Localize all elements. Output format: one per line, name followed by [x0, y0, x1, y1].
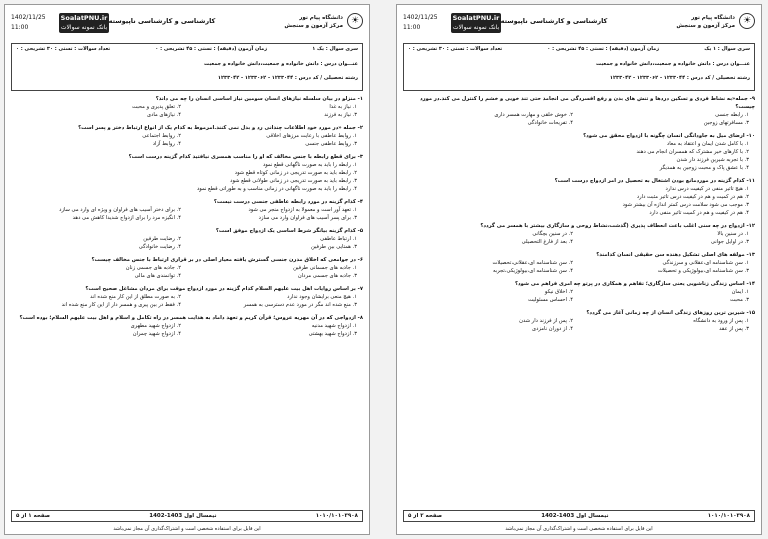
answer-option[interactable]: ۱. جاذبه های جسمانی طرفین [293, 265, 357, 271]
question-text: ۶- در جوامعی که اخلاق مدرن جنسی گسترش یافته معیار اصلی در بر قراری ارتباط با جنس مخالف چیست؟ [91, 257, 363, 263]
question-text: ۱۴- اساس زندگی زناشویی یعنی سازگاری؛ تفاهم و همکاری در پرتو چه امری فراهم می شود؟ [515, 281, 755, 287]
exam-datetime: 1402/11/25 11:00 [403, 14, 438, 31]
answer-option[interactable]: ۲. تعلق پذیری و محبت [132, 104, 181, 110]
answer-option[interactable]: ۲. رضایت طرفین [143, 236, 181, 242]
answer-options [403, 230, 755, 246]
answer-option[interactable]: ۲. پس از فرزند دار شدن [519, 318, 573, 324]
answer-option[interactable]: ۱. هیچ منعی برایشان وجود ندارد [287, 294, 357, 300]
question-item [11, 153, 363, 193]
answer-option[interactable]: ۳. منع شده اند مگر در مورد عدم دسترسی به همسر [243, 302, 357, 308]
answer-option[interactable]: ۲. سن شناسنامه ای،عقلانی،تحصیلات [492, 260, 573, 266]
answer-options [403, 140, 755, 172]
answer-options [11, 103, 363, 119]
answer-options [11, 293, 363, 309]
exam-datetime: 1402/11/25 11:00 [11, 14, 46, 31]
page-footer [11, 510, 363, 522]
answer-option[interactable]: ۲. ازدواج شهید مطهری [130, 323, 181, 329]
question-text: ۱۰- ارضای میل به جاودانگی انسان چگونه با ازدواج محقق می شود؟ [583, 133, 755, 139]
answer-option[interactable]: ۴. سن شناسنامه ای،بیولوژیکی،تجربه [492, 268, 573, 274]
answer-option[interactable]: ۳. همتایی بین طرفین [311, 244, 357, 250]
answer-option[interactable]: ۲. در سنین بچگانی [532, 231, 573, 237]
answer-option[interactable]: ۴. ازدواج شهید چمران [132, 331, 181, 337]
exam-info-box [403, 43, 755, 91]
question-item [403, 132, 755, 172]
question-item [403, 95, 755, 127]
question-text: ۷- بر اساس روایات اهل بیت علیهم السلام کدام گزینه در مورد ازدواج موقت برای مردان مشاغل صحیح است؟ [85, 286, 363, 292]
answer-option[interactable]: ۱. پس از ورود به دانشگاه [693, 318, 749, 324]
answer-option[interactable]: ۳. موجب می شود سلامت درس کمتر اندازه آن بیشتر شود [622, 202, 749, 208]
course-title: عنـــوان درس : دانش خانواده و جمعیت،دانش خانواده و جمعیت [596, 61, 750, 67]
answer-option[interactable]: ۴. از دوران نامزدی [532, 326, 573, 332]
answer-option[interactable]: ۱. تعهد آور است و معمولا به ازدواج منجر می شود [248, 207, 357, 213]
exam-code: ۱۰۱۰/۱۰۱۰۳۹۰۸ [707, 513, 750, 519]
answer-option[interactable]: ۳. سن شناسنامه ای،بیولوژیکی و تحصیلات [657, 268, 749, 274]
university-logo-icon: ☀ [347, 13, 363, 29]
answer-option[interactable]: ۳. برای پسر آسیب های فراوان وارد می سازد [258, 215, 357, 221]
course-title: عنـــوان درس : دانش خانواده و جمعیت،دانش خانواده و جمعیت [204, 61, 358, 67]
exam-title: کارشناسی و کارشناسی ناپیوسته [108, 17, 216, 25]
answer-options [403, 111, 755, 127]
answer-option[interactable]: ۲. روابط اجتماعی [142, 133, 181, 139]
question-count: تعداد سوالات : تستی : ۳۰ تشریحی : ۰ [16, 46, 111, 52]
answer-option[interactable]: ۳. نیاز به فرزند [324, 112, 357, 118]
answer-option[interactable]: ۲. رابطه باید به صورت تدریجی در زمانی کوتاه قطع شود [234, 170, 357, 176]
question-text: ۱۱- کدام گزینه در موردمانع بودن اشتغال به تحصیل در امر ازدواج درست است؟ [554, 178, 755, 184]
answer-option[interactable]: ۳. در اوایل جوانی [710, 239, 749, 245]
exam-duration: زمان آزمون (دقیقه) : تستی : ۴۵ تشریحی : ۰ [547, 46, 660, 52]
answer-option[interactable]: ۱. نیاز به غذا [329, 104, 357, 110]
question-item [11, 95, 363, 119]
answer-options [403, 259, 755, 275]
answer-options [11, 264, 363, 280]
question-item [11, 285, 363, 309]
question-item [403, 251, 755, 275]
answer-options [11, 161, 363, 193]
answer-options [11, 322, 363, 338]
answer-options [11, 206, 363, 222]
semester-label: نیمسال اول 1403-1402 [541, 513, 609, 519]
answer-option[interactable]: ۱. رابطه جنسی [715, 112, 749, 118]
page-footer [403, 510, 755, 522]
answer-option[interactable]: ۴. روابط آزاد [152, 141, 181, 147]
answer-option[interactable]: ۳. ازدواج شهید بهشتی [308, 331, 357, 337]
answer-options [403, 185, 755, 217]
answer-option[interactable]: ۲. جاذبه های جسمی زنان [125, 265, 181, 271]
answer-option[interactable]: ۲. به صورت مطلق از این کار منع شده اند [90, 294, 181, 300]
answer-option[interactable]: ۴. رابطه را باید به صورت ناگهانی در زمانی مناسب و به طوراتی قطع نمود [196, 186, 357, 192]
question-item [403, 280, 755, 304]
answer-option[interactable]: ۱. رابطه را باید به صورت ناگهانی قطع نمود [262, 162, 357, 168]
answer-option[interactable]: ۴. هم در کیفیت و هم در کمیت تاثیر منفی دارد [649, 210, 749, 216]
answer-option[interactable]: ۲. برای دختر آسیب های فراوان و ویژه ای وارد می سازد [59, 207, 181, 213]
question-item [11, 198, 363, 222]
answer-options [11, 235, 363, 251]
answer-option[interactable]: ۳. مسافرتهای زوجین [703, 120, 749, 126]
answer-option[interactable]: ۱. روابط عاطفی با رعایت مرزهای اخلاقی [266, 133, 357, 139]
answer-option[interactable]: ۲. با کارهای خیر مشترک که همسران انجام می دهند [636, 149, 749, 155]
answer-option[interactable]: ۴. فقط در بین پیری و همسر دار از این کار منع شده اند [61, 302, 181, 308]
question-text: ۹- جمله«به نشاط فردی و تسکین دردها و تنش های بدن و رفع افسردگی می انجامد حتی تند خویی و خشم را کنترل می کند.در مورد چیست؟ [420, 96, 755, 110]
answer-option[interactable]: ۴. تفریحات خانوادگی [527, 120, 573, 126]
question-text: ۱۲- ازدواج در چه سنی اغلب باعث انعطاف پذیری (گذشت،نشاط روحی و سازگاری بیشتر با همسر می گردد؟ [480, 223, 755, 229]
question-item [403, 309, 755, 333]
question-text: ۱۳- مولفه های اصلی تشکیل دهنده سن حقیقی انسان کدامند؟ [596, 252, 755, 258]
answer-option[interactable]: ۱. ارتباط عاطفی [320, 236, 357, 242]
page-number: صفحه ۱ از ۵ [16, 513, 51, 519]
exam-duration: زمان آزمون (دقیقه) : تستی : ۴۵ تشریحی : ۰ [155, 46, 268, 52]
page-number: صفحه ۲ از ۵ [408, 513, 443, 519]
answer-option[interactable]: ۲. اخلاق نیکو [544, 289, 573, 295]
question-list [11, 95, 363, 506]
question-text: ۵- کدام گزینه بیانگر شرط اساسی یک ازدواج موفق است؟ [215, 228, 363, 234]
exam-page-1 [4, 4, 370, 535]
course-code: رشته تحصیلی / کد درس : ۱۲۳۳۰۴۴ - ۱۲۳۳۰۶۲ - ۱۲۳۳۰۴۲ [217, 75, 358, 81]
answer-option[interactable]: ۳. محبت [730, 297, 749, 303]
question-item [403, 222, 755, 246]
question-text: ۳- برای قطع رابطه با جنس مخالف که او را مناسب همسری نیافتید کدام گزینه درست است؟ [128, 154, 363, 160]
exam-info-box [11, 43, 363, 91]
question-item [11, 124, 363, 148]
answer-options [403, 317, 755, 333]
exam-info-row [408, 46, 750, 52]
university-logo-icon: ☀ [739, 13, 755, 29]
answer-option[interactable]: ۴. احساس مسئولیت [528, 297, 573, 303]
question-item [403, 177, 755, 217]
answer-options [403, 288, 755, 304]
exam-info-row [16, 46, 358, 52]
university-name: دانشگاه پیام نور مرکز آزمون و سنجش [676, 15, 735, 29]
question-series: سری سوال : یک ۱ [312, 46, 358, 52]
question-item [11, 314, 363, 338]
question-text: ۱۵- شیرین ترین روزهای زندگی انسان از چه زمانی آغاز می گردد؟ [586, 310, 755, 316]
answer-option[interactable]: ۱. ایمان [731, 289, 749, 295]
exam-page-2 [396, 4, 762, 535]
answer-option[interactable]: ۲. هم در کمیت و هم در کیفیت درس تاثیر مثبت دارد [636, 194, 749, 200]
semester-label: نیمسال اول 1403-1402 [149, 513, 217, 519]
exam-code: ۱۰۱۰/۱۰۱۰۳۹۰۸ [315, 513, 358, 519]
answer-option[interactable]: ۳. با تجربه شیرین فرزند دار شدن [676, 157, 749, 163]
answer-option[interactable]: ۱. ازدواج شهید مدنیه [311, 323, 357, 329]
exam-title: کارشناسی و کارشناسی ناپیوسته [500, 17, 608, 25]
question-text: ۴- کدام گزینه در مورد رابطه عاطفی جنسی درست نیست؟ [213, 199, 363, 205]
question-item [11, 256, 363, 280]
question-list [403, 95, 755, 506]
answer-option[interactable]: ۳. روابط عاطفی جنسی [305, 141, 357, 147]
brand-logo: SoalatPNU.ir بانک نمونه سوالات [452, 14, 500, 31]
answer-option[interactable]: ۳. رابطه باید به صورت تدریجی در زمانی طولانی قطع شود [230, 178, 357, 184]
answer-option[interactable]: ۲. خوش خلقی و مهارت همسر داری [494, 112, 573, 118]
answer-options [11, 132, 363, 148]
answer-option[interactable]: ۴. با عشق پاک و محبت زوجین به همدیگر [659, 165, 749, 171]
answer-option[interactable]: ۴. انگیزه مرد را برای ازدواج شدیدا کاهش می دهد [72, 215, 181, 221]
answer-option[interactable]: ۴. توانمندی های مالی [134, 273, 181, 279]
answer-option[interactable]: ۴. نیازهای مادی [147, 112, 181, 118]
university-name: دانشگاه پیام نور مرکز آزمون و سنجش [284, 15, 343, 29]
question-item [11, 227, 363, 251]
answer-option[interactable]: ۳. پس از عقد [719, 326, 749, 332]
answer-option[interactable]: ۴. بعد از فارغ التحصیلی [521, 239, 573, 245]
question-text: ۲- جمله «در مورد خود اطلاعات چندانی رد و بدل نمی کنند.امرموط به کدام یک از انواع ارتباط دختر و پسر است؟ [78, 125, 363, 131]
question-text: ۱- منزلو در بیان سلسله نیازهای انسان سومین نیاز اساسی انسان را چه می داند؟ [155, 96, 363, 102]
answer-option[interactable]: ۱. در سنین بالا [717, 231, 749, 237]
usage-note: این فایل برای استفاده شخصی است و اشتراک‌گذاری آن مجاز نمی‌باشد [505, 526, 653, 532]
question-series: سری سوال : ۱ یک [704, 46, 750, 52]
question-text: ۸- ازدواجی که در آن مهریه عروس؛ قرآن کریم و تعهد داماد به هدایت همسر در راه تکامل و اسلام و اهل بیت علیهم السلام؛ بوده است؟ [19, 315, 363, 321]
answer-option[interactable]: ۱. هیچ تاثیر منفی در کیفیت درس ندارد [665, 186, 749, 192]
answer-option[interactable]: ۱. سن شناسنامه ای،عقلانی و سرزندگی [662, 260, 749, 266]
brand-logo: SoalatPNU.ir بانک نمونه سوالات [60, 14, 108, 31]
answer-option[interactable]: ۱. با کامل شدن ایمان و اعتقاد به معاد [666, 141, 749, 147]
answer-option[interactable]: ۳. جاذبه های جسمی مردان [297, 273, 357, 279]
course-code: رشته تحصیلی / کد درس : ۱۲۳۳۰۴۴ - ۱۲۳۳۰۶۲ - ۱۲۳۳۰۴۲ [609, 75, 750, 81]
answer-option[interactable]: ۴. رضایت خانوادگی [138, 244, 181, 250]
usage-note: این فایل برای استفاده شخصی است و اشتراک‌گذاری آن مجاز نمی‌باشد [113, 526, 261, 532]
question-count: تعداد سوالات : تستی : ۳۰ تشریحی : ۰ [408, 46, 503, 52]
